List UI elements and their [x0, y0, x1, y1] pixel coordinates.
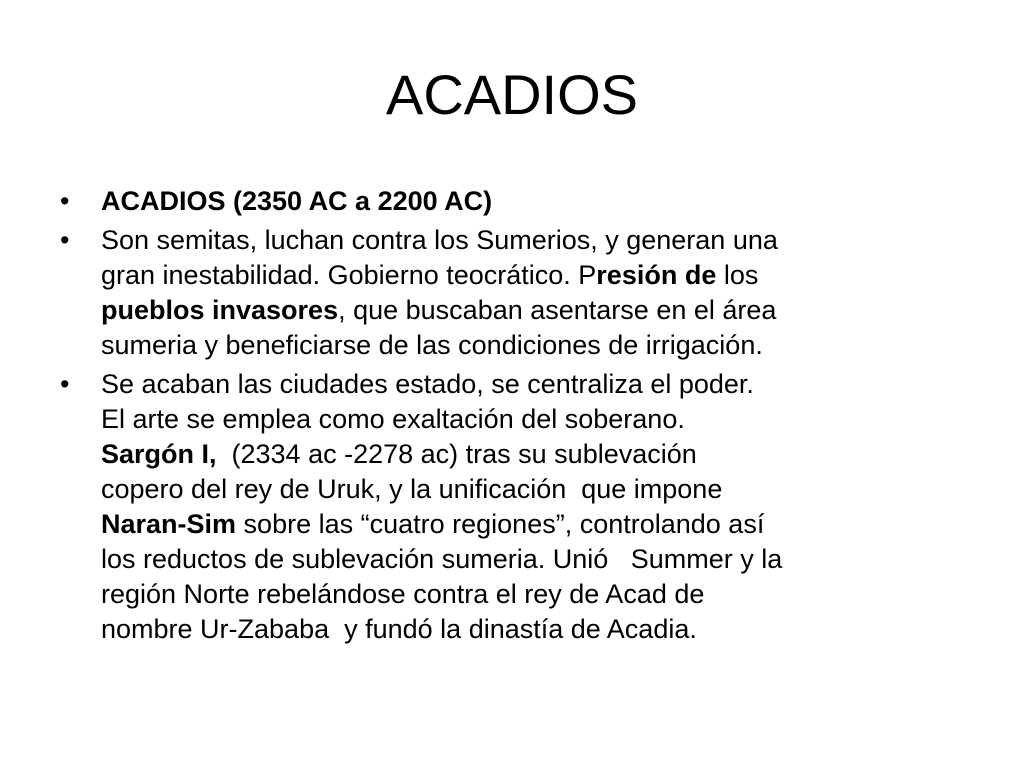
bullet-item: [60, 184, 990, 219]
bullet-text-line: [101, 542, 990, 577]
text-segment: sumeria y beneficiarse de las condiciones de irrigación.: [101, 330, 763, 360]
text-segment: Son semitas, luchan contra los Sumerios, y generan una: [101, 225, 778, 255]
bullet-text-line: [101, 184, 990, 219]
bold-text-segment: Sargón I,: [101, 439, 217, 469]
text-segment: región Norte rebelándose contra el rey de Acad de: [101, 579, 705, 609]
bold-text-segment: resión de: [596, 260, 717, 290]
bold-text-segment: pueblos invasores: [101, 295, 339, 325]
bullet-text-line: [101, 367, 990, 402]
bullet-text-line: [101, 223, 990, 258]
text-segment: nombre Ur-Zababa y fundó la dinastía de Acadia.: [101, 614, 697, 644]
text-segment: (2334 ac -2278 ac) tras su sublevación: [216, 439, 697, 469]
bullet-text-line: [101, 507, 990, 542]
text-segment: sobre las “cuatro regiones”, controlando así: [236, 509, 765, 539]
slide-title: ACADIOS: [385, 63, 639, 126]
bullet-text-line: [101, 577, 990, 612]
text-segment: Se acaban las ciudades estado, se centraliza el poder.: [101, 369, 754, 399]
bullet-item: [60, 367, 990, 647]
bullet-list: [60, 184, 990, 651]
bullet-text-line: [101, 472, 990, 507]
bullet-text-line: [101, 258, 990, 293]
text-segment: copero del rey de Uruk, y la unificación que impone: [101, 474, 723, 504]
bullet-text-line: [101, 293, 990, 328]
bullet-text-line: [101, 328, 990, 363]
bullet-text-line: [101, 402, 990, 437]
bullet-text-line: [101, 612, 990, 647]
bullet-marker: •: [60, 186, 70, 216]
bold-text-segment: Naran-Sim: [101, 509, 237, 539]
text-segment: los: [716, 260, 759, 290]
bullet-text-line: [101, 437, 990, 472]
text-segment: El arte se emplea como exaltación del soberano.: [101, 404, 685, 434]
bold-text-segment: ACADIOS (2350 AC a 2200 AC): [101, 186, 493, 216]
bullet-item: [60, 223, 990, 363]
bullet-marker: •: [60, 369, 70, 399]
text-segment: , que buscaban asentarse en el área: [338, 295, 777, 325]
text-segment: gran inestabilidad. Gobierno teocrático. P: [101, 260, 597, 290]
bullet-marker: •: [60, 225, 70, 255]
text-segment: los reductos de sublevación sumeria. Unió Summer y la: [101, 544, 783, 574]
